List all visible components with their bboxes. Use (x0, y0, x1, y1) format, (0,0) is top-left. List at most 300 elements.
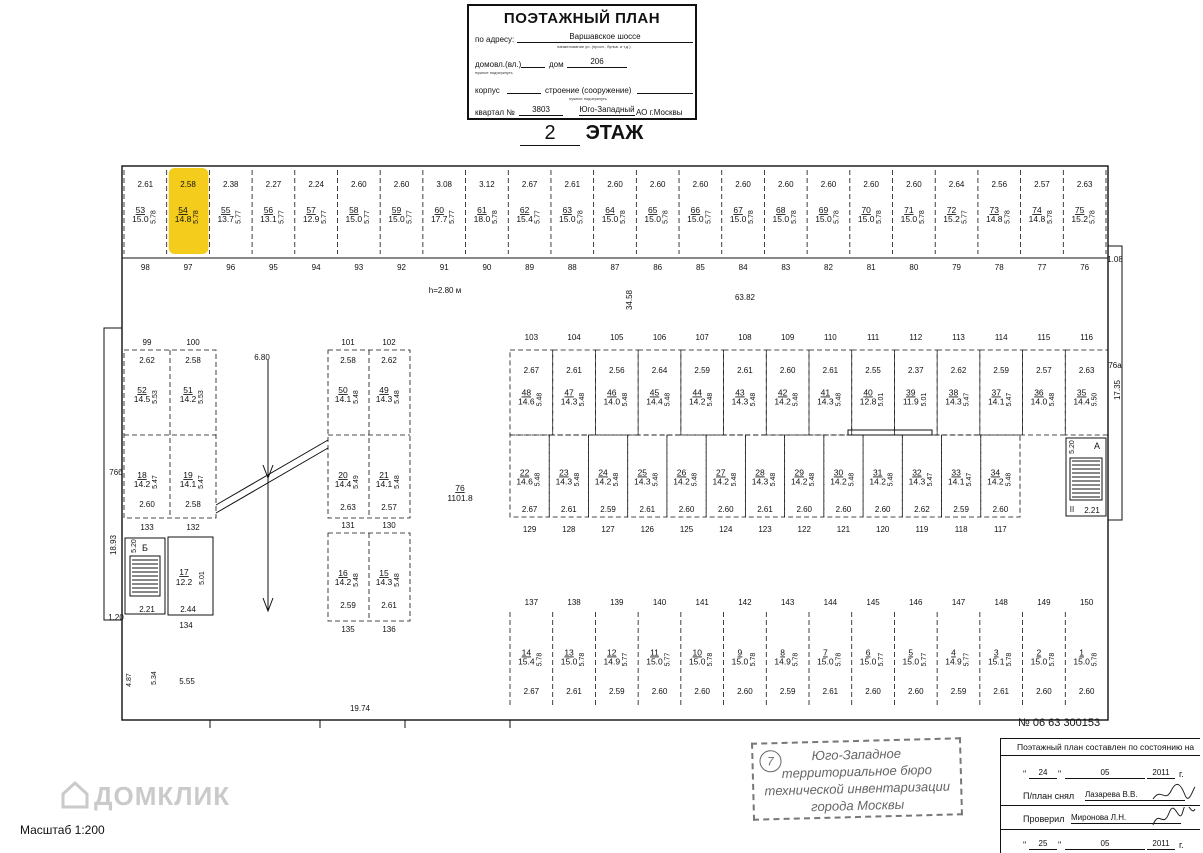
space-width: 2.38 (222, 180, 239, 189)
space-number: 74 (1032, 205, 1042, 215)
bay-mark: 78 (994, 263, 1004, 272)
space-width: 2.67 (521, 505, 538, 514)
stamp-line: технической инвентаризации (764, 778, 951, 799)
floor-number: 2 (520, 122, 580, 146)
space-area: 14.3 (375, 394, 393, 404)
bay-mark: 97 (183, 263, 193, 272)
space-number: 57 (306, 205, 316, 215)
space-area: 15.0 (902, 656, 920, 667)
dim-label: 5.20 (1069, 440, 1076, 454)
space-width: 2.59 (779, 687, 796, 696)
space-height: 5.78 (662, 210, 670, 224)
space-area: 14.5 (133, 394, 151, 404)
space-height: 5.47 (926, 472, 934, 487)
space-number: 39 (906, 387, 916, 398)
bay-mark: 131 (341, 521, 355, 530)
space-number: 11 (650, 647, 659, 658)
space-area: 15.0 (859, 656, 877, 667)
space-number: 73 (989, 205, 999, 215)
domovl-hint: нужное подчеркнуть (475, 70, 513, 75)
dim-label: 2.21 (1084, 506, 1100, 515)
bay-mark: 128 (562, 525, 576, 534)
removed-by: Лазарева В.В. (1085, 790, 1185, 801)
space-height: 5.48 (579, 392, 587, 407)
space-area: 15.0 (644, 214, 661, 224)
year-suffix-1: г. (1179, 769, 1184, 779)
building-outline (122, 166, 1108, 720)
space-height: 5.78 (876, 210, 884, 224)
signature-1 (1151, 783, 1197, 805)
space-height: 5.78 (1004, 210, 1012, 224)
day-1: 24 (1029, 768, 1057, 779)
space-outline (510, 350, 553, 435)
space-area: 15.0 (687, 214, 704, 224)
domovl-label: домовл.(вл.) (475, 60, 522, 69)
space-area: 14.8 (985, 214, 1003, 224)
space-number: 1 (1079, 647, 1085, 658)
space-area: 14.2 (688, 396, 706, 407)
space-height: 5.78 (579, 652, 587, 667)
space-area: 14.3 (375, 577, 393, 587)
space-number: 7 (822, 647, 828, 658)
space-number: 58 (349, 205, 359, 215)
stamp-line: территориальное бюро (781, 762, 933, 781)
space-height: 5.78 (491, 210, 499, 224)
space-outline (595, 350, 638, 435)
space-area: 14.3 (908, 476, 926, 487)
space-width: 2.60 (865, 687, 881, 696)
space-height: 5.48 (749, 392, 757, 407)
space-number: 67 (733, 205, 743, 215)
dim-label: 5.20 (131, 539, 138, 553)
space-area: 18.0 (473, 214, 491, 224)
bay-mark: 87 (610, 263, 620, 272)
bay-mark: 103 (524, 333, 539, 342)
space-width: 2.24 (308, 180, 324, 189)
space-area: 12.8 (859, 396, 877, 407)
space-height: 5.50 (1091, 392, 1099, 407)
space-number: 56 (263, 205, 274, 215)
bay-mark: 105 (610, 333, 624, 342)
space-width: 2.61 (566, 687, 582, 696)
dom-value: 206 (567, 57, 627, 68)
space-width: 2.59 (953, 505, 969, 514)
bay-mark: 93 (354, 263, 364, 272)
bay-mark: 132 (186, 523, 200, 532)
space-width: 2.60 (649, 180, 666, 189)
space-width: 2.61 (822, 366, 839, 375)
bay-mark: 149 (1037, 598, 1051, 607)
space-height: 5.48 (730, 472, 738, 487)
space-area: 15.0 (132, 214, 149, 224)
space-height: 5.78 (150, 210, 158, 224)
space-area: 15.0 (1030, 656, 1048, 667)
space-area: 13.7 (217, 214, 235, 224)
space-height: 5.78 (536, 652, 544, 667)
space-height: 5.77 (449, 210, 457, 224)
space-number: 27 (716, 467, 726, 478)
bay-mark: 123 (758, 525, 772, 534)
dim-label: 19.74 (349, 704, 371, 713)
space-number: 31 (872, 467, 883, 478)
bay-mark: 111 (866, 333, 880, 342)
space-width: 2.61 (822, 687, 839, 696)
space-number: 37 (991, 387, 1001, 398)
house-icon (60, 780, 90, 810)
space-height: 5.77 (321, 210, 329, 224)
space-area: 14.0 (1030, 396, 1048, 407)
space-number: 21 (379, 470, 389, 480)
bay-mark: 94 (311, 263, 321, 272)
bay-mark: 139 (610, 598, 624, 607)
bay-mark: 120 (876, 525, 890, 534)
space-area: 14.9 (774, 656, 791, 667)
space-number: 16 (338, 568, 348, 578)
space-height: 5.48 (536, 392, 544, 407)
space-area: 14.3 (945, 396, 962, 407)
space-width: 2.67 (523, 687, 540, 696)
bay-mark: 122 (797, 525, 811, 534)
space-number: 53 (135, 205, 146, 215)
dim-label: 1.20 (108, 613, 124, 622)
space-number: 35 (1076, 387, 1087, 398)
bay-mark: 104 (567, 333, 581, 342)
bay-mark: 142 (738, 598, 752, 607)
space-area: 11.9 (902, 396, 919, 407)
bay-mark: 85 (695, 263, 705, 272)
space-width: 2.58 (185, 356, 201, 365)
space-height: 5.48 (1005, 472, 1013, 487)
space-width: 2.44 (180, 605, 196, 614)
space-area: 14.3 (817, 396, 834, 407)
space-number: 8 (780, 647, 786, 658)
bay-mark: 143 (780, 598, 795, 607)
space-number: 75 (1074, 205, 1085, 215)
bay-mark: 84 (738, 263, 748, 272)
space-height: 5.48 (887, 472, 895, 487)
space-height: 5.48 (621, 392, 629, 407)
space-width: 2.64 (651, 366, 668, 375)
space-area: 15.0 (388, 214, 405, 224)
space-number: 3 (993, 647, 999, 658)
bay-mark: 135 (341, 625, 355, 634)
space-width: 2.58 (180, 180, 196, 189)
space-height: 5.78 (1006, 652, 1014, 667)
bay-mark: 109 (780, 333, 795, 342)
space-number: 69 (818, 205, 829, 215)
space-area: 15.0 (817, 656, 834, 667)
space-number: 60 (434, 205, 444, 215)
space-height: 5.48 (353, 390, 360, 404)
bay-mark: 95 (268, 263, 278, 272)
space-width: 2.62 (950, 366, 967, 375)
space-number: 17 (179, 567, 189, 577)
space-area: 14.1 (334, 394, 352, 404)
space-area: 14.9 (945, 656, 962, 667)
space-number: 68 (776, 205, 786, 215)
room-17 (168, 537, 213, 615)
space-width: 2.59 (608, 687, 625, 696)
space-height: 5.47 (966, 472, 974, 487)
space-height: 5.77 (363, 210, 371, 224)
space-height: 5.01 (878, 392, 886, 407)
space-area: 14.2 (774, 396, 791, 407)
dim-label: 1.08 (1107, 255, 1123, 264)
space-area: 14.4 (1073, 396, 1090, 407)
space-area: 14.2 (790, 476, 808, 487)
bay-mark: 126 (640, 525, 654, 534)
space-area: 13.1 (260, 214, 277, 224)
space-number: 62 (519, 205, 530, 215)
space-width: 2.60 (796, 505, 813, 514)
space-height: 5.47 (198, 475, 205, 489)
space-area: 15.1 (987, 656, 1005, 667)
space-area: 14.8 (174, 214, 192, 224)
space-area: 14.1 (375, 479, 393, 489)
space-outline (724, 350, 767, 435)
space-width: 2.61 (737, 366, 753, 375)
space-height: 5.78 (918, 210, 926, 224)
space-width: 2.57 (381, 503, 397, 512)
space-width: 2.58 (340, 356, 356, 365)
space-area: 14.0 (603, 396, 621, 407)
space-height: 5.78 (620, 210, 627, 224)
bay-mark: 136 (382, 625, 396, 634)
space-outline (766, 350, 809, 435)
space-outline (980, 350, 1023, 435)
space-width: 2.61 (566, 366, 582, 375)
space-area: 14.3 (751, 476, 769, 487)
bay-mark: 100 (186, 338, 200, 347)
space-area: 14.2 (712, 476, 730, 487)
bay-mark: 113 (952, 333, 965, 342)
space-width: 2.57 (1036, 366, 1052, 375)
space-width: 2.60 (735, 180, 751, 189)
removed-label: П/план снял (1023, 791, 1075, 801)
space-number: 70 (861, 205, 871, 215)
bay-mark: 148 (994, 598, 1008, 607)
bay-mark: 114 (994, 333, 1008, 342)
bay-mark: 124 (719, 525, 733, 534)
bay-mark: 80 (909, 263, 919, 272)
space-number: 9 (737, 647, 743, 658)
space-height: 5.78 (835, 652, 843, 667)
bay-mark: 115 (1037, 333, 1051, 342)
space-outline (937, 350, 980, 435)
space-width: 2.60 (779, 366, 796, 375)
space-number: 33 (951, 467, 961, 478)
space-width: 2.67 (521, 180, 538, 189)
bay-mark: 147 (951, 598, 966, 607)
space-height: 5.48 (353, 573, 360, 587)
space-width: 2.61 (639, 505, 656, 514)
space-number: 71 (904, 205, 914, 215)
year-1: 2011 (1147, 768, 1175, 779)
bay-mark: 145 (866, 598, 880, 607)
space-height: 5.77 (963, 652, 971, 667)
space-width: 2.61 (993, 687, 1010, 696)
bay-mark: 99 (142, 338, 152, 347)
space-number: 20 (338, 470, 348, 480)
bay-mark: 112 (909, 333, 923, 342)
scale-label: Масштаб 1:200 (20, 823, 105, 837)
space-height: 5.53 (198, 390, 205, 404)
space-height: 5.48 (394, 475, 401, 489)
space-outline (638, 350, 681, 435)
space-number: 61 (477, 205, 487, 215)
space-area: 14.2 (869, 476, 886, 487)
space-area: 14.4 (334, 479, 352, 489)
space-number: 10 (692, 647, 702, 658)
space-width: 2.63 (1076, 180, 1093, 189)
space-area: 14.9 (603, 656, 621, 667)
space-height: 5.48 (573, 472, 581, 487)
space-width: 2.61 (381, 601, 397, 610)
space-area: 14.2 (594, 476, 612, 487)
space-number: 40 (863, 387, 873, 398)
bay-mark: 134 (179, 621, 193, 630)
hall-number: 76 (455, 483, 465, 493)
space-outline (681, 350, 724, 435)
space-number: 30 (833, 467, 844, 478)
kvartal-label: квартал № (475, 108, 515, 117)
dim-label: 76б (109, 468, 123, 477)
bay-mark: 107 (695, 333, 709, 342)
space-height: 5.48 (652, 472, 660, 487)
space-number: 65 (647, 205, 658, 215)
space-number: 52 (137, 385, 147, 395)
space-width: 2.61 (561, 505, 577, 514)
space-height: 5.78 (1046, 210, 1054, 224)
space-height: 5.48 (707, 392, 715, 407)
space-number: 54 (178, 205, 188, 215)
space-width: 2.60 (351, 180, 367, 189)
space-height: 5.48 (664, 392, 672, 407)
dim-label: 63.82 (734, 293, 756, 302)
space-area: 14.1 (947, 476, 965, 487)
bay-mark: 88 (567, 263, 577, 272)
dim-label: 2.21 (139, 605, 155, 614)
space-number: 24 (598, 467, 608, 478)
space-width: 2.62 (381, 356, 397, 365)
stair-label: А (1093, 441, 1101, 451)
space-width: 2.60 (777, 180, 794, 189)
bay-mark: 76 (1080, 263, 1090, 272)
space-height: 5.77 (621, 652, 629, 667)
space-number: 43 (735, 387, 745, 398)
space-area: 15.0 (345, 214, 363, 224)
month-2: 05 (1065, 839, 1145, 850)
dim-label: 5.55 (179, 677, 195, 686)
space-number: 55 (221, 205, 231, 215)
space-height: 5.48 (394, 390, 401, 404)
stamp-line: Юго-Западное (811, 745, 902, 764)
space-number: 5 (908, 647, 914, 658)
space-height: 5.78 (749, 652, 757, 667)
bay-mark: 129 (522, 525, 537, 534)
checked-by: Миронова Л.Н. (1071, 813, 1181, 824)
space-number: 51 (183, 385, 193, 395)
space-number: 72 (946, 205, 957, 215)
space-area: 15.2 (943, 214, 960, 224)
space-number: 26 (676, 467, 687, 478)
space-width: 2.60 (907, 687, 924, 696)
space-area: 12.9 (302, 214, 320, 224)
space-height: 5.49 (353, 475, 360, 489)
space-area: 14.1 (179, 479, 197, 489)
space-width: 2.60 (717, 505, 734, 514)
space-height: 5.48 (848, 472, 856, 487)
bay-mark: 121 (836, 525, 851, 534)
space-height: 5.77 (920, 652, 928, 667)
bay-mark: 83 (781, 263, 791, 272)
space-width: 3.12 (479, 180, 495, 189)
space-area: 15.4 (516, 214, 533, 224)
bay-mark: 90 (482, 263, 492, 272)
space-height: 5.78 (577, 210, 585, 224)
space-number: 42 (777, 387, 788, 398)
space-number: 29 (794, 467, 804, 478)
height-label: h=2.80 м (428, 286, 462, 295)
stair-label: Б (142, 543, 148, 553)
space-height: 5.78 (790, 210, 798, 224)
space-number: 12 (607, 647, 617, 658)
space-width: 2.60 (906, 180, 922, 189)
space-area: 14.4 (646, 396, 663, 407)
space-height: 5.77 (961, 210, 969, 224)
space-area: 15.0 (560, 656, 578, 667)
checked-label: Проверил (1023, 814, 1065, 824)
space-width: 2.60 (651, 687, 668, 696)
space-number: 36 (1034, 387, 1044, 398)
bay-mark: 102 (382, 338, 396, 347)
space-number: 15 (379, 568, 389, 578)
space-height: 5.78 (1048, 652, 1056, 667)
year-suffix-2: г. (1179, 840, 1184, 850)
bay-mark: 86 (653, 263, 663, 272)
status-table: Поэтажный план составлен по состоянию на " 24 " 05 2011 г. П/план снял Лазарева В.В. Проверил Миронова Л.Н. " 25 " 05 2011 г. (1000, 738, 1200, 853)
dim-label: 76а (1108, 361, 1122, 370)
space-width: 2.62 (139, 356, 155, 365)
watermark-logo (60, 780, 230, 812)
space-area: 12.2 (175, 577, 193, 587)
bay-mark: 140 (652, 598, 667, 607)
space-width: 2.63 (1078, 366, 1095, 375)
space-area: 14.2 (133, 479, 151, 489)
space-height: 5.48 (1048, 392, 1056, 407)
space-width: 2.60 (607, 180, 623, 189)
bay-mark: 118 (954, 525, 968, 534)
space-number: 63 (562, 205, 573, 215)
space-height: 5.77 (406, 210, 414, 224)
space-area: 15.0 (772, 214, 790, 224)
table-title: Поэтажный план составлен по состоянию на (1017, 742, 1195, 752)
space-height: 5.77 (534, 210, 542, 224)
space-width: 2.59 (340, 601, 356, 610)
space-number: 50 (338, 385, 348, 395)
space-number: 45 (649, 387, 660, 398)
bay-mark: 101 (341, 338, 355, 347)
space-width: 2.60 (874, 505, 891, 514)
space-height: 5.77 (235, 210, 243, 224)
address-label: по адресу: (475, 35, 515, 44)
bay-mark: 144 (823, 598, 838, 607)
space-number: 25 (637, 467, 648, 478)
bay-mark: 133 (140, 523, 154, 532)
space-height: 5.78 (1091, 652, 1099, 667)
watermark-text: ДОМКЛИК (94, 781, 231, 811)
space-number: 32 (912, 467, 922, 478)
